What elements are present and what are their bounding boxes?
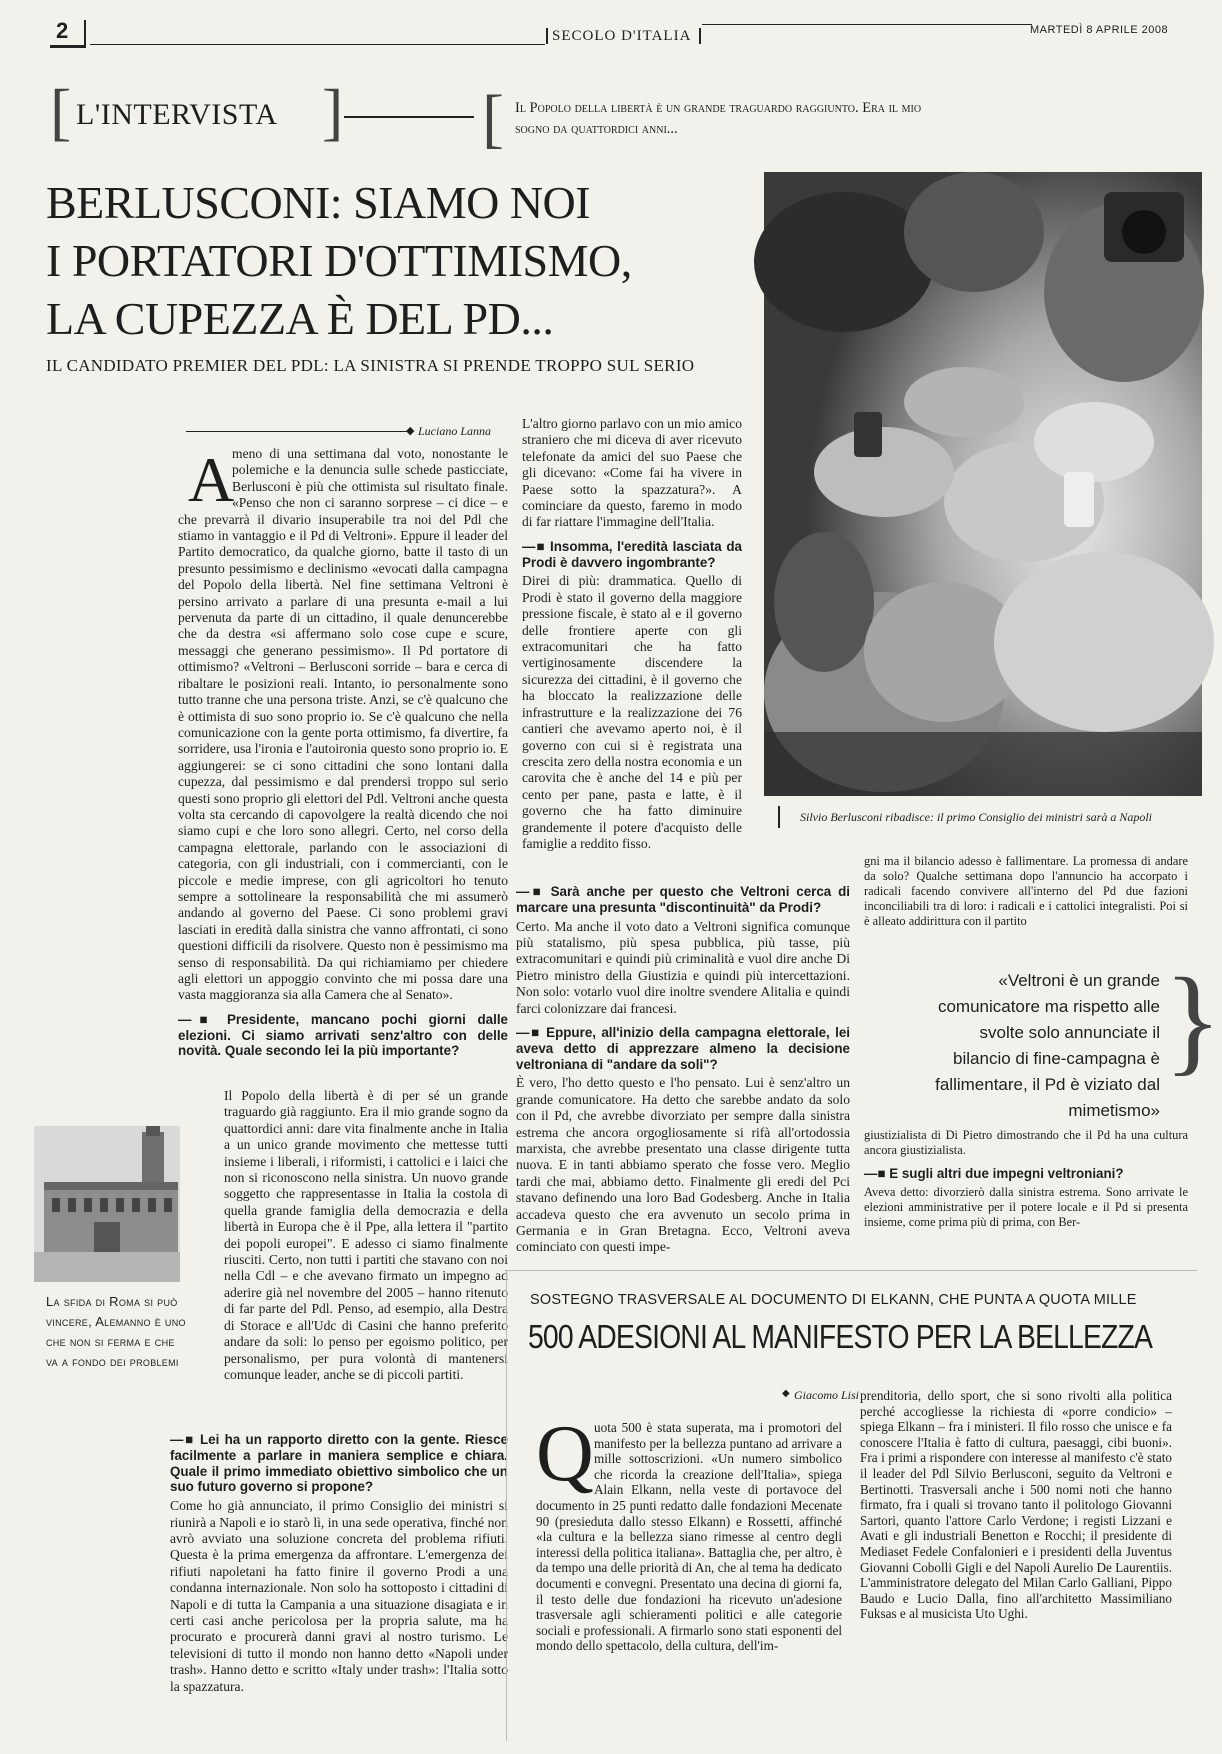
campidoglio-photo-image	[34, 1126, 180, 1282]
page-number-divider	[84, 20, 86, 46]
second-article-headline: 500 ADESIONI AL MANIFESTO PER LA BELLEZZA	[528, 1318, 1153, 1355]
dropcap: A	[188, 444, 235, 515]
headline-line-1: BERLUSCONI: SIAMO NOI	[46, 177, 591, 228]
question-3	[522, 539, 742, 571]
subheadline: IL CANDIDATO PREMIER DEL PDL: LA SINISTRA SI PRENDE TROPPO SUL SERIO	[46, 356, 695, 375]
second-article-byline-diamond: ◆	[782, 1388, 790, 1399]
article-column-2-lower	[516, 876, 850, 1256]
kicker-bracket: [	[482, 82, 504, 155]
section-label: L'INTERVISTA	[76, 98, 278, 131]
second-article-paragraph-2: prenditoria, dello sport, che si sono rivolti alla politica perché accogliesse la richiesta di «porre condicio» – spiega Elkann – fra i ministeri. Il filo rosso che unisce e fa conoscere l'Italia è fatto di cultura, paesaggi, cibi buoni». Fra i primi a rispondere con interesse al manifesto c'è stato il leader del Pdl Silvio Berlusconi, seguito da Veltroni e Bertinotti. Trasversali anche i 500 nomi noti che hanno firmato, fra i quali si trovano tanto il politologo Giovanni Sartori, quanto l'attore Carlo Verdone; i registi Lizzani e Avati e gli industriali Benetton e Rocchi; il presidente di Mediaset Fedele Confalonieri e i presidenti della Juventus Giovanni Cobolli Gigli e del Napoli Aurelio De Laurentiis. L'amministratore delegato del Milan Carlo Galliani, Pippo Baudo e Lucio Dalla, fino all'architetto Massimiliano Fuksas e al musicista Uto Ughi.	[860, 1388, 1172, 1622]
headline	[46, 174, 766, 348]
question-3-text: Insomma, l'eredità lasciata da Prodi è davvero ingombrante?	[522, 538, 743, 570]
pull-quote: «Veltroni è un grande comunicatore ma rispetto alle svolte solo annunciate il bilancio di fine-campagna è fallimentare, il Pd è viziato dal mimetismo»	[935, 971, 1160, 1120]
column-3-bottom-paragraph: giustizialista di Di Pietro dimostrando che il Pd ha una cultura ancora giustizialista.	[864, 1128, 1188, 1157]
question-marker-icon: —■	[516, 884, 551, 899]
answer-3: Direi di più: drammatica. Quello di Prodi è stato il governo della maggiore pressione fiscale, è stato al e il governo delle frontiere aperte con gli extracomunitari che ha fatto vertiginosamente discendere la sicurezza dei cittadini, è il governo che ha bloccato la realizzazione delle infrastrutture e la realizzazione dei 76 cantieri che avevamo aperto noi, è il governo con cui si è registrata una crescita zero della nostra economia e un carovita che è anche del 14 e più per cento per pane, pasta e latte, è il governo che ha fatto diminuire grandemente il potere d'acquisto delle famiglie a reddito fisso.	[522, 573, 742, 851]
question-2-text: Lei ha un rapporto diretto con la gente. Riesce facilmente a parlare in maniera semplice e chiara. Quale il primo immediato obiettivo simbolico che un suo futuro governo si propone?	[170, 1432, 508, 1495]
article-column-3-top	[864, 854, 1188, 954]
section-rule	[344, 116, 474, 118]
byline-rule	[186, 431, 408, 432]
crowd-photo-image	[764, 172, 1202, 796]
headline-line-3: LA CUPEZZA È DEL PD...	[46, 293, 554, 344]
question-5	[516, 1025, 850, 1072]
column-3-top-paragraph: gni ma il bilancio adesso è fallimentare. La promessa di andare da solo? Qualche settimana dopo l'annuncio ha accorpato i radicali facendo convivere all'interno del Pd due fazioni inconciliabili tra di loro: i radicali e i cattolici integralisti. Poi si è alleato addirittura con il partito	[864, 854, 1188, 928]
answer-5: È vero, l'ho detto questo e l'ho pensato. Lui è senz'altro un grande comunicatore. Ha detto che sarebbe andato da solo con il Pd, che avrebbe divorziato per sempre dalla sinistra estrema che ancora orgogliosamente si rifà all'ortodossia marxista, che avrebbe presentato una classe dirigente tutta nuova. E in tanti abbiamo sperato che fosse vero. Meglio tardi che mai, abbiamo detto. Finalmente gli eredi del Pci stavano definendo una loro Bad Godesberg. Anche in Italia accadeva questo che era avvenuto un secolo prima in Germania e in Gran Bretagna. Ecco, Veltroni aveva cominciato con questi impe-	[516, 1075, 850, 1255]
article-column-3-bottom	[864, 1128, 1188, 1248]
article-column-1-bottom	[170, 1424, 508, 1742]
article-column-2	[522, 416, 743, 851]
pull-quote-bracket: }	[1164, 953, 1222, 1086]
photo-caption-bar	[778, 806, 780, 828]
crowd-photo	[764, 172, 1202, 796]
answer-4: Certo. Ma anche il voto dato a Veltroni significa comunque più statalismo, più spesa pubblica, più tasse, più extracomunitari e quindi più criminalità e vuol dire anche Di Pietro ministro della Giustizia e quindi più intercettazioni. Non solo: votarlo vuol dire inoltre svendere Alitalia e quindi farci colonizzare dai francesi.	[516, 918, 850, 1016]
question-marker-icon: —■	[522, 538, 550, 554]
section-bracket-left: [	[50, 76, 72, 147]
page-number-underline	[50, 45, 86, 48]
page-number: 2	[56, 18, 69, 43]
second-article-dropcap: Q	[536, 1410, 594, 1498]
answer-6: Aveva detto: divorzierò dalla sinistra estrema. Sono arrivate le elezioni amministrative per il potere locale e il Pd si presenta insieme, come prima più di prima, con Ber-	[864, 1184, 1188, 1229]
masthead-bar-right	[699, 28, 701, 44]
masthead-bar-left	[546, 28, 548, 44]
headline-line-2: I PORTATORI D'OTTIMISMO,	[46, 235, 632, 286]
answer-2: Come ho già annunciato, il primo Consiglio dei ministri si riunirà a Napoli e io starò lì, in una sede operativa, finché non avrò avviato una soluzione concreta del problema rifiuti. Questa è la prima emergenza da affrontare. L'emergenza dei rifiuti napoletani ha fatto finire il governo Prodi a una condanna internazionale. Non solo ha sottoposto i cittadini di Napoli e di tutta la Campania a una situazione disagiata e in certi casi anche pericolosa per la propria salute, ma ha procurato e procurerà danni gravi al nostro turismo. Le televisioni di tutto il mondo non hanno detto «Napoli under trash». Hanno detto e scritto «Italy under trash»: l'Italia sotto la spazzatura.	[170, 1498, 508, 1694]
second-article-column-1	[536, 1420, 842, 1730]
article-lead-paragraph: meno di una settimana dal voto, nonostante le polemiche e la denuncia sulle schede pasticciate, Berlusconi è più che ottimista sul risultato finale. «Penso che non ci saranno sorprese – ci dice – e che prevarrà il divario insuperabile tra noi del Pdl che stiamo in vantaggio e il Pd di Veltroni». Eppure il leader del Partito democratico, da qualche giorno, batte il tasto di un presunto pessimismo e declinismo «evocati dalla campagna del Popolo della libertà. Nel fine settimana Veltroni è persino arrivato a parlare di una presunta e-mail a lui pervenuta da parte di un cittadino, il quale denuncerebbe che da destra «si affermano solo cose cupe e scure, messaggi che generano pessimismo». Il Pd portatore di ottimismo? «Veltroni – Berlusconi sorride – bara e cerca di ribaltare le posizioni reali. Intanto, io personalmente sono tutto tranne che una persona triste. Anzi, se c'è qualcuno che è ottimista di suo sono proprio io. Se c'è qualcuno che nella comunicazione con la gente porta ottimismo, fa divertire, fa sorridere, usa l'ironia e l'autoironia questo sono proprio io. E aggiungerei: se ci sono cittadini che sono lontani dalla cupezza, dal pessimismo e dal prendersi troppo sul serio questi sono proprio gli elettori del Pdl. Veltroni anche questa volta sta cercando di capovolgere la realtà dicendo che noi siamo cupi e che loro sono allegri. Certo, nel corso della campagna elettorale, parlando con le associazioni di categoria, con gli industriali, con i commercianti, con le piccole e medie imprese, con gli agricoltori ho tenuto sempre a sottolineare la responsabilità che mi assumerò andando al governo del Paese. Ci sono problemi gravi lasciati in eredità dalla sinistra che vanno affrontati, ci sono questioni difficili da risolvere. Questo non è pessimismo ma senso di responsabilità. Da qui richiamiamo per chiedere agli elettori un appoggio convinto che mi possa dare una vasta maggioranza sia alla Camera che al Senato».	[178, 446, 508, 1003]
question-marker-icon: —■	[178, 1011, 227, 1027]
second-article-column-2	[860, 1388, 1172, 1730]
column-2-top-paragraph: L'altro giorno parlavo con un mio amico straniero che mi diceva di aver ricevuto telefonate da amici del suo Paese che gli dicevano: «Come fai ha vivere in Paese sotto la spazzatura?». A cominciare da questo, faremo in modo di far riattare l'immagine dell'Italia.	[522, 416, 742, 530]
masthead: SECOLO D'ITALIA	[552, 28, 692, 44]
question-marker-icon: —■	[170, 1432, 200, 1447]
second-article-kicker: SOSTEGNO TRASVERSALE AL DOCUMENTO DI ELKANN, CHE PUNTA A QUOTA MILLE	[530, 1292, 1137, 1308]
question-2	[170, 1432, 508, 1495]
sidebar-caption: La sfida di Roma si può vincere, Alemanno è uno che non si ferma e che va a fondo dei problemi	[46, 1294, 186, 1369]
answer-1: Il Popolo della libertà è di per sé un grande traguardo già raggiunto. Era il mio grande sogno da quattordici anni: dare vita finalmente anche in Italia a un unico grande movimento che mettesse tutti insieme i liberali, i riformisti, i cattolici e i laici che non si riconoscono nella sinistra. Un nuovo grande soggetto che rappresentasse in Italia la costola di quella grande famiglia della democrazia e della libertà in Europa che è il Ppe, alla lettera il "partito dei popoli europei". E adesso ci siamo finalmente riusciti. Certo, non tutti i partiti che stavano con noi nella Cdl – e che avevano firmato un impegno ad aderire già nel novembre del 2005 – hanno ritenuto di far parte del Pdl. Penso, ad esempio, alla Destra di Storace e all'Udc di Casini che hanno preferito andare da soli: lo penso per egoismo politico, per personalismo, per pura volontà di mantenersi comunque leader, anche se di piccoli partiti.	[224, 1088, 508, 1382]
question-6	[864, 1166, 1188, 1182]
header-rule-right	[702, 24, 1032, 25]
section-kicker: Il Popolo della libertà è un grande traguardo raggiunto. Era il mio sogno da quattordici anni...	[515, 100, 922, 137]
byline-diamond: ◆	[406, 425, 415, 437]
question-1	[178, 1012, 508, 1059]
byline: Luciano Lanna	[418, 424, 492, 438]
question-marker-icon: —■	[516, 1025, 547, 1041]
question-4	[516, 884, 850, 916]
section-bracket-right: ]	[322, 76, 344, 147]
header-rule-left	[90, 44, 545, 45]
question-6-text: E sugli altri due impegni veltroniani?	[889, 1166, 1124, 1181]
article-column-1-continued	[224, 1088, 508, 1438]
issue-date: MARTEDÌ 8 APRILE 2008	[1030, 24, 1169, 36]
photo-caption: Silvio Berlusconi ribadisce: il primo Consiglio dei ministri sarà a Napoli	[800, 810, 1153, 824]
second-article-byline: Giacomo Lisi	[794, 1388, 860, 1402]
question-marker-icon: —■	[864, 1166, 890, 1181]
question-5-text: Eppure, all'inizio della campagna elettorale, lei aveva detto di apprezzare almeno la decisione veltroniana di "andare da soli"?	[516, 1025, 850, 1072]
campidoglio-photo	[34, 1126, 180, 1282]
question-4-text: Sarà anche per questo che Veltroni cerca di marcare una presunta "discontinuità" da Prodi?	[516, 884, 850, 915]
question-1-text: Presidente, mancano pochi giorni dalle elezioni. Ci siamo arrivati senz'altro con delle novità. Quale secondo lei la più importante?	[178, 1011, 508, 1059]
second-article-paragraph-1: uota 500 è stata superata, ma i promotori del manifesto per la bellezza puntano ad arrivare a mille sottoscrizioni. «Un numero simbolico che ricorda la creazione dell'Italia», spiega Alain Elkann, nella veste di portavoce del documento in 25 punti redatto dalle fondazioni Mecenate 90 (presieduta dallo stesso Elkann) e Rossetti, affinché «la cultura e la bellezza siano rimesse al centro degli interessi della politica italiana». Battaglia che, per altro, è da tempo una delle priorità di An, che al tema ha dedicato documenti e convegni. Presentato una decina di giorni fa, il testo delle due fondazioni ha ricevuto un'adesione trasversale agli schieramenti politici e alle categorie sociali e professionali. A firmarlo sono stati esponenti del mondo dello spettacolo, della cultura, dell'im-	[536, 1420, 842, 1654]
